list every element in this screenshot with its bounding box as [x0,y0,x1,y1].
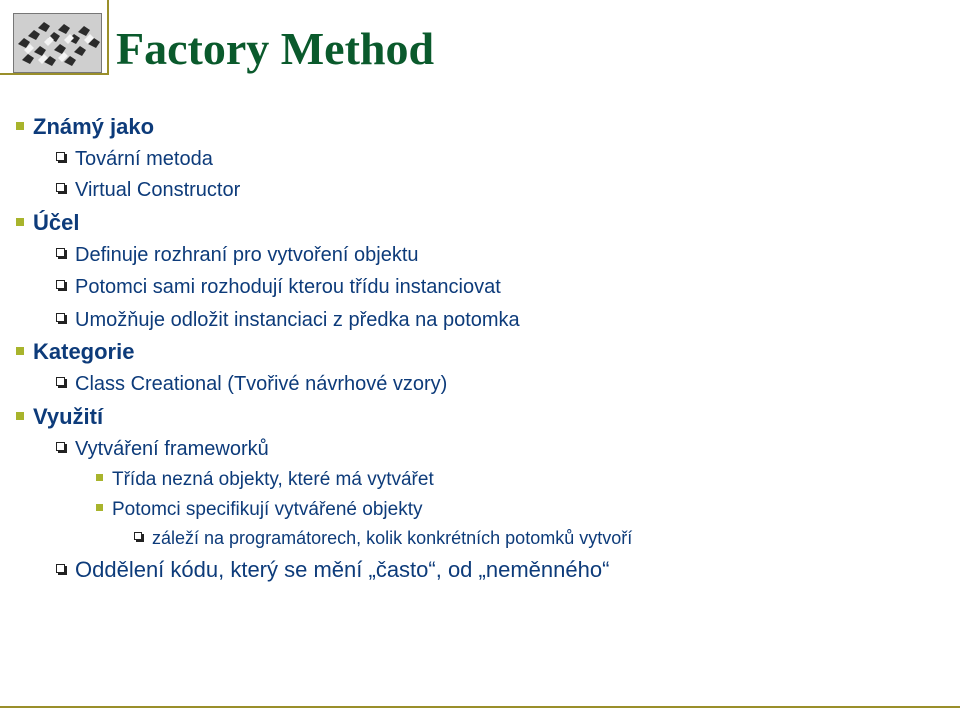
list-item: Vytváření frameworků [56,439,269,459]
logo-image [13,13,102,73]
list-item: Potomci sami rozhodují kterou třídu instanciovat [56,277,501,297]
bullet-category: Kategorie [16,341,134,363]
hollow-box-bullet-icon [56,248,65,257]
hollow-box-bullet-icon [56,280,65,289]
square-bullet-icon [16,122,24,130]
list-item: Definuje rozhraní pro vytvoření objektu [56,245,419,265]
hollow-box-bullet-icon [56,313,65,322]
list-item: Tovární metoda [56,149,213,169]
bullet-usage: Využití [16,406,103,428]
list-item: Class Creational (Tvořivé návrhové vzory) [56,374,447,394]
title-vertical-rule [107,0,109,75]
square-bullet-icon [16,412,24,420]
list-item: Umožňuje odložit instanciaci z předka na potomka [56,310,520,330]
list-item: Třída nezná objekty, které má vytvářet [96,470,434,489]
bullet-known-as: Známý jako [16,116,154,138]
footer-rule [0,706,960,708]
title-rule [0,73,107,75]
list-item: Virtual Constructor [56,180,240,200]
hollow-box-bullet-icon [56,377,65,386]
hollow-box-bullet-icon [56,442,65,451]
square-bullet-icon [96,504,103,511]
hollow-box-bullet-icon [134,532,142,540]
page-title: Factory Method [116,23,435,74]
escher-tessellation-icon [14,14,101,72]
hollow-box-bullet-icon [56,564,65,573]
list-item: Oddělení kódu, který se mění „často“, od „neměnného“ [56,559,609,581]
list-item: Potomci specifikují vytvářené objekty [96,500,422,519]
hollow-box-bullet-icon [56,152,65,161]
bullet-purpose: Účel [16,212,79,234]
square-bullet-icon [16,218,24,226]
list-item: záleží na programátorech, kolik konkrétních potomků vytvoří [134,529,632,547]
hollow-box-bullet-icon [56,183,65,192]
square-bullet-icon [96,474,103,481]
square-bullet-icon [16,347,24,355]
